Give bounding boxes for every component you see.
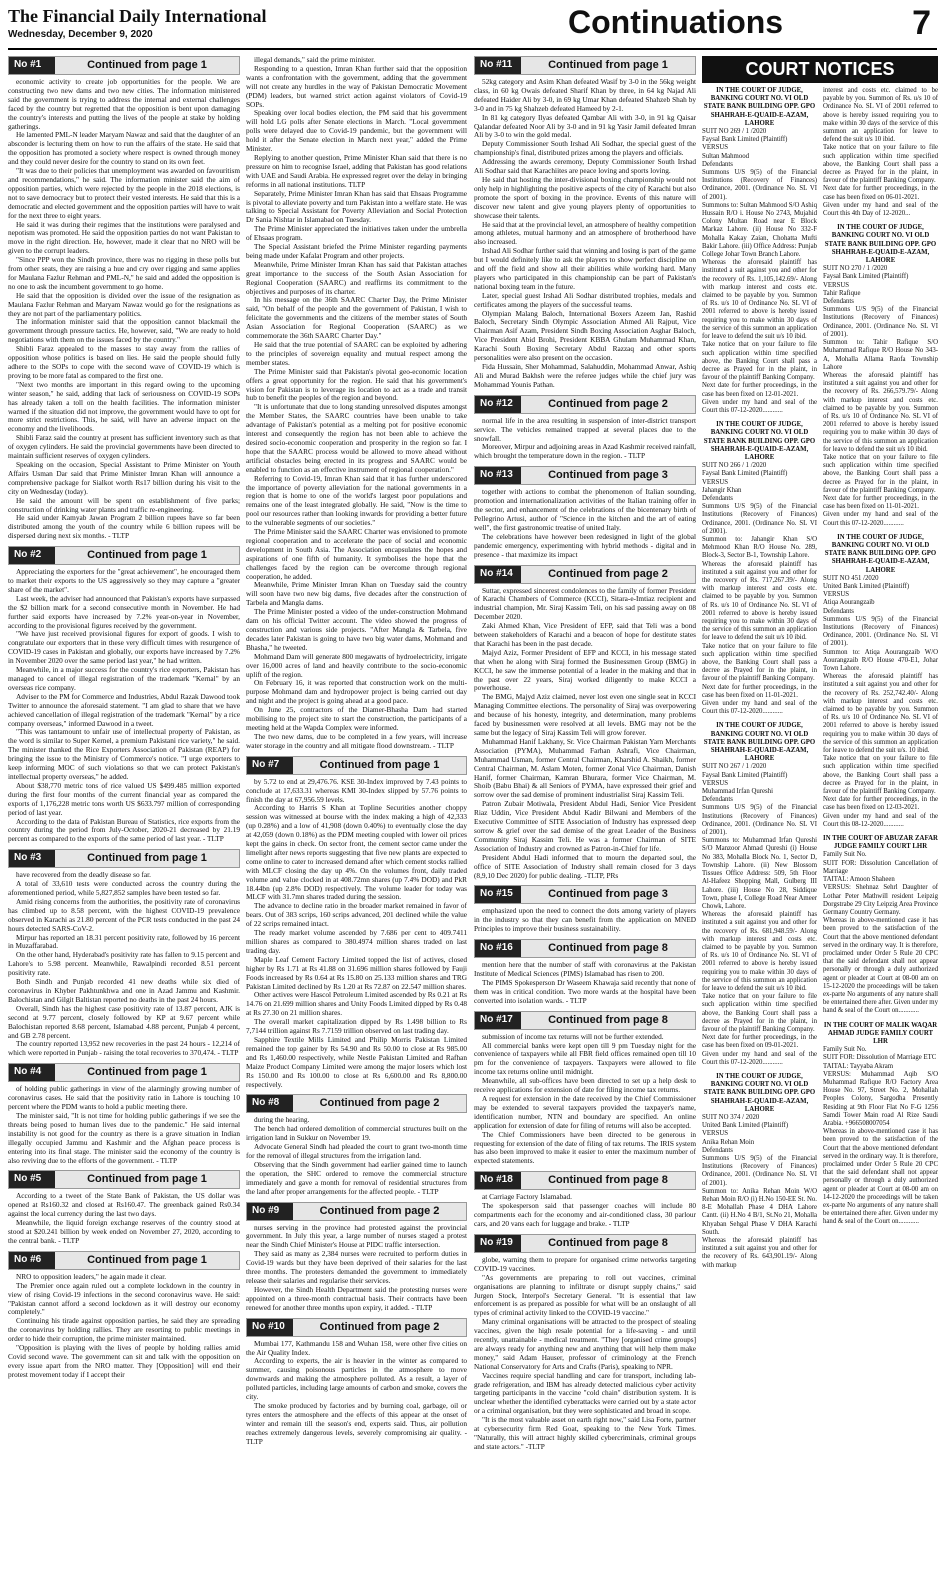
story-paragraph: Overall, Sindh has the highest case positivity rate of 13.87 percent, AJK is second at 9.77 percent, closely followed by KP at 9.67 percent while Balochistan reported 8.68 percent, Islamabad 4.88 percent, Punjab 4 percent, and GB 2.78 percent. bbox=[8, 1003, 240, 1040]
story-paragraph: "We have just received provisional figures for export of goods. I wish to congratulate our exporters that in these very difficult times with resurgence of COVID-19 cases in Pakistan and globally, our exports have increased by 7.2% in November 2020 over the same period last year," he had written. bbox=[8, 629, 240, 666]
notices-column-right bbox=[823, 87, 938, 1276]
story-body bbox=[246, 1224, 467, 1313]
story-paragraph: have recovered from the deadly disease so far. bbox=[16, 870, 151, 880]
story-paragraph: "It is unfortunate that due to long standing unresolved disputes amongst the Member States, the SAARC countries have been unable to take advantage of Pakistan's potential as a melting pot for positive economic interest and consequently the region has not been able to achieve the desired socio-economic cooperation and prosperity in the region so far. I hope that the SAARC process would be allowed to move ahead without artificial obstacles being erected in its progress and SAARC would be enabled to function as an effective instrument of regional cooperation." bbox=[246, 402, 467, 474]
story-paragraph: mention here that the number of staff with coronavirus at the Pakistan Institute of Medical Sciences (PIMS) Islamabad has risen to 200. bbox=[474, 960, 696, 979]
story-body bbox=[8, 78, 240, 541]
story-paragraph: A request for extension in the date received by the Chief Commissioner may be extended to several taxpayers provided the taxpayer's name, identification number, NTN and boundary are specified. An online application for extension of date for filing of returns will also be accepted. bbox=[474, 1094, 696, 1130]
story-paragraph: The PIMS Spokesperson Dr Waseem Khawaja said recently that none of them was in critical condition. Two more wards at the hospital have been converted into isolation wards. - TLTP bbox=[474, 977, 696, 1005]
story-paragraph: Other actives were Hascol Petroleum Limited ascended by Rs 0.21 at Rs 14.76 on 21.699 million shares and Unity Foods Limited dipped by Rs 0.48 at Rs 27.30 on 21 million shares. bbox=[246, 990, 467, 1018]
story-paragraph: On February 16, it was reported that construction work on the multi-purpose Mohmand dam and hydropower project is being carried out day and night and the project is going ahead at a good pace. bbox=[246, 678, 467, 706]
notice-heading: IN THE COURT OF MALIK WAQAR AHMAD JUDGE FAMILY COURT LHR bbox=[823, 1021, 938, 1045]
notice-body: SUIT NO 266 / 1 /2020 Faysal Bank Limited (Plaintiff) VERSUS Jahangir Khan Defendants Summons U/S 9(5) of the Financial Institutions (Recovery of Finances) Ordinance, 2001. (Ordinance No. SL VI of 2001). Summon to: Jahangir Khan S/O Mehmood Khan R/O House No. 289, Block-3, Sector B-1, Township Lahore. Whereas the aforesaid plaintiff has instituted a suit against you and other for the recovery of Rs. 717,267.39/- Along with markup interest and costs etc. claimed to be payable by you. Summon of Rs. u/s 10 of Ordinance No. SL VI of 2001 referred to above is hereby issued requiring you to make within 30 days of the service of this summon an application for leave to defend the suit u/s 10 ibid. Take notice that on your failure to file such application within time specified above, the Banking Court shall pass a decree as Prayed for in the plaint, in favour of the plaintiff Banking Company. Next date for further proceedings, in the case has been fixed on 11-01-2021. Given under my hand and seal of the Court this 07-12-2020............ bbox=[702, 462, 817, 716]
story-label: Continued from page 2 bbox=[548, 397, 668, 410]
story-paragraph: According to the data of Pakistan Bureau of Statistics, rice exports from the country during the period from July-October, 2020-21 decreased by 21.19 percent as compared to the exports of the same period of last year. - TLTP bbox=[8, 816, 240, 844]
story-header bbox=[246, 756, 467, 775]
story-number: No #8 bbox=[247, 1095, 293, 1112]
story-label: Continued from page 2 bbox=[319, 1204, 440, 1217]
story-paragraph: The Prime Minister appreciated the initiatives taken under the umbrella of Ehsaas program. bbox=[246, 224, 467, 243]
story-number: No #16 bbox=[475, 940, 521, 957]
story-paragraph: However, the Sindh Health Department said the protesting nurses were appointed on a three-month contractual basis. Their contracts have been renewed for another three months upon expiry, it added. - TLTP bbox=[246, 1284, 467, 1312]
story-paragraph: Fida Hussain, Sher Mohammad, Salahuddin, Mohammad Anwar, Ashiq Ali and Murad Bakhsh were the referee judges while the chief jury was Mohammad Younis Pathan. bbox=[474, 362, 696, 389]
publication-date: Wednesday, December 9, 2020 bbox=[8, 29, 153, 40]
story-label: Continued from page 1 bbox=[319, 758, 440, 771]
story-paragraph: The Chief Commissioners have been directed to be generous in requesting for extension of the date of filing of tax returns. The IRIS system has also been improved to make it easier to enter the maximum number of expected statements. bbox=[474, 1129, 696, 1166]
story-paragraph: On the other hand, Hyderabad's positivity rate has fallen to 9.15 percent and Lahore's to 5.98 percent. Meanwhile, Rawalpindi recorded 8.51 percent positivity rate. bbox=[8, 950, 240, 978]
story-paragraph: Irshad Ali Sodhar further said that winning and losing is part of the game but I would definitely like to ask the players to show perfect discipline on and off the field and show all their abilities while working hard. Many players who participated in this championship can be part of Pakistan's national boxing team in the future. bbox=[474, 246, 696, 291]
story bbox=[8, 546, 240, 844]
story-body bbox=[474, 961, 696, 1006]
story-paragraph: illegal demands," said the prime minister. bbox=[254, 56, 376, 64]
story-number: No #4 bbox=[9, 1064, 55, 1081]
story-paragraph: by 5.72 to end at 29,476.76. KSE 30-Index improved by 7.43 points to conclude at 17,633.31 whereas KMI 30-Index slipped by 57.76 points to finish the day at 67,956.59 levels. bbox=[246, 776, 467, 804]
story-body bbox=[474, 417, 696, 462]
story-label: Continued from page 2 bbox=[548, 567, 668, 580]
court-notice bbox=[702, 722, 817, 1067]
story-paragraph: Sapphire Textile Mills Limited and Philip Morris Pakistan Limited remained the top gainer by Rs 54.90 and Rs 50.00 to close at Rs 985.00 and Rs 1,460.00 respectively, while Nestle Pakistan Limited and Rafhan Maize Product Company Limited were among the major losers which lost Rs 150.00 and Rs 100.00 to close at Rs 6,600.00 and Rs 8,800.00 respectively. bbox=[246, 1034, 467, 1089]
story-header bbox=[246, 1202, 467, 1221]
story-paragraph: Replying to another question, Prime Minister Khan said that there is no pressure on him to recognise Israel, adding that Pakistan has good relations with UAE and Saudi Arabia. He expressed regret over the delay in bringing reforms in all national institutions. TLTP bbox=[246, 152, 467, 189]
story-number: No #5 bbox=[9, 1171, 55, 1188]
story-paragraph: Moreover, Mirpur and adjoining areas in Azad Kashmir received rainfall, which brought the temperature down in the region. - TLTP bbox=[474, 442, 696, 461]
story-paragraph: The celebrations have however been redesigned in light of the global pandemic emergency, experimenting with hybrid methods - digital and in presence - that maximize its impact bbox=[474, 531, 696, 559]
masthead bbox=[8, 4, 937, 50]
story-header bbox=[8, 56, 240, 75]
story-paragraph: According to experts, the air is heavier in the winter as compared to summer, causing poisonous particles in the atmosphere to move downwards and making the atmosphere polluted. As a result, a layer of polluted particles, including large amounts of carbon and smoke, covers the city. bbox=[246, 1356, 467, 1402]
story-label: Continued from page 1 bbox=[87, 1253, 207, 1266]
story bbox=[474, 395, 696, 462]
story-paragraph: In 81 kg category Ilyas defeated Qambar Ali with 3-0, in 91 kg Qaisar Qalandar defeated Noor Ali by 3-0 and in 91 kg Yasir Jamil defeated Imran Ali by 3-0 to win the gold medal. bbox=[474, 112, 696, 140]
notice-body: Family Suit No. SUIT FOR: Dissolution of Marriage ETC TAITAL: Tayyaba Akram VERSUS: Muhammad Aqib S/O Muhammad Rafique R/O Factory Area House No. 97, Street No. 2, Mohallah Peoples Colony, Sargodha Presently Residing at 9th Floor Flat No F-G 1256 Samdi Tower Main road Al Rize Saudi Arabia. +966508007054 Whereas in above-mentioned case it has been proved to the satisfaction of the Court that the above mentioned defendant served in the ordinary way. It is therefore, proclaimed under Order 5 Rule 20 CPC that the said defendant shall not appear personally or through a duly authorized agent or pleader at Court at 08-00 am on 14-12-2020 the proceedings will be taken ex-parte No arguments of any nature shall be entertained there after. Given under my hand & seal of the Court on............ bbox=[823, 1046, 938, 1226]
story-header bbox=[474, 1011, 696, 1030]
column-3 bbox=[474, 56, 696, 1584]
notices-column-left bbox=[702, 87, 817, 1276]
story-paragraph: "It was due to their policies that unemployment was awarded on favouritism and recommendations," he said. The information minister said the aim of opposition parties, which were rejected by the people in the 2018 elections, is not to save democracy but to protect their vested interests. He said that this is a democratic and elected government and the opposition parties will have to wait for the next three to eight years. bbox=[8, 166, 240, 220]
story-number: No #14 bbox=[475, 566, 521, 583]
story-body bbox=[246, 778, 467, 1090]
story bbox=[474, 1171, 696, 1229]
story-paragraph: Shibli Faraz appealed to the masses to stay away from the rallies of opposition whose politics is based on lies. He said the people should fully adhere to the SOPs to cope with the second wave of COVID-19 which is proving to be more fatal as compared to the first one. bbox=[8, 344, 240, 380]
story-paragraph: Appreciating the exporters for the "great achievement", he encouraged them to market their exports to the US aggressively so they may capture a "greater share of the market". bbox=[8, 567, 240, 594]
story-paragraph: of holding public gatherings in view of the alarmingly growing number of coronavirus cases. He said that the positivity ratio in Lahore is touching 10 percent where the PDM wants to hold a public meeting there. bbox=[8, 1084, 240, 1112]
story-paragraph: President Abdul Hadi informed that to mourn the departed soul, the office of SITE Association of Industry shall remain closed for 3 days (8,9,10 Dec 2020) for public dealing. -TLTP, PRs bbox=[474, 852, 696, 880]
story-paragraph: The Prime Minister said the SAARC Charter was envisioned to promote regional cooperation and to accelerate the pace of social and economic development in South Asia. The Association encapsulates the hopes and aspirations of one fifth of humanity. It symbolises the hope that the challenges faced by the region can be overcome through regional cooperation, he added. bbox=[246, 527, 467, 581]
story-paragraph: Mohmand Dam will generate 800 megawatts of hydroelectricity, irrigate over 16,000 acres of land and heavily contribute to the socio-economic uplift of the region. bbox=[246, 651, 467, 679]
story-label: Continued from page 1 bbox=[87, 1173, 207, 1186]
story-paragraph: Shibli Faraz said the country at present has sufficient inventory such as that of oxygen cylinders. He said the provincial governments have been directed to maintain sufficient reserves of oxygen cylinders. bbox=[8, 433, 240, 461]
story-paragraph: submission of income tax returns will not be further extended. bbox=[482, 1031, 664, 1041]
story-paragraph: The advance to decline ratio in the broader market remained in favor of bears. Out of 383 scrips, 160 scrips advanced, 201 declined while the value of 22 scrips remained intact. bbox=[246, 901, 467, 929]
story-paragraph: Zaki Ahmed Khan, Vice President of EFP, said that Teli was a bond between stakeholders of Karachi and a beacon of hope for destitute states that Karachi has been in the past decade. bbox=[474, 621, 696, 648]
story-paragraph: Mirpur has reported an 18.31 percent positivity rate, followed by 16 percent in Muzaffarabad. bbox=[8, 932, 240, 951]
story-paragraph: A total of 33,610 tests were conducted across the country during the aforementioned period, while 5,827,852 samples have been tested so far. bbox=[8, 879, 240, 898]
column-2 bbox=[246, 56, 467, 1584]
story bbox=[474, 56, 696, 390]
story-paragraph: Speaking over local bodies election, the PM said that his government will hold LG polls after Senate elections in March. "Local government polls were delayed due to Covid-19 pandemic, but the government will hold it after the Senate election in March next year," added the Prime Minister. bbox=[246, 108, 467, 154]
story bbox=[246, 1318, 467, 1447]
story-header bbox=[8, 1170, 240, 1189]
story-paragraph: The spokesperson said that passenger coaches will include 80 compartments each for the economy and air-conditioned class, 30 parlour cars, and 20 vans each for luggage and brake. - TLTP bbox=[474, 1201, 696, 1228]
story-paragraph: He said it was during their regimes that the institutions were paralysed and nepotism was promoted. He said the opposition parties do not want Pakistan to move in the right direction. He, however, made it clear that no NRO will be given to the corrupt leaders. bbox=[8, 219, 240, 256]
story-header bbox=[8, 1063, 240, 1082]
story-paragraph: emphasized upon the need to connect the dots among variety of players in the industry so that they can benefit from the application on MNED Principles to improve their business sustainability. bbox=[474, 906, 696, 934]
court-notices-section bbox=[702, 56, 938, 1584]
story-paragraph: They said as many as 2,384 nurses were recruited to perform duties in Covid-19 wards but they have been deprived of their salaries for the last three months. The protesters demanded the government to immediately release their salaries and regularise their services. bbox=[246, 1249, 467, 1285]
story-paragraph: Referring to Covid-19, Imran Khan said that it has further underscored the importance of poverty alleviation for the national governments in a region that is home to one of the world's largest poor populations and remains one of the least integrated globally. He said, "Now is the time to pool our resources rather than looking inwards for providing a better future to the vulnerable segments of our societies." bbox=[246, 473, 467, 528]
story-number: No #6 bbox=[9, 1252, 55, 1269]
story-paragraph: "Since PPP won the Sindh province, there was no rigging in these polls but from other seats, they are raising a hue and cry over rigging and same applies for Maulana Fazlur Rehman and PML-N," he said and added the opposition is no one to ask the incumbent government to go home. bbox=[8, 255, 240, 291]
story-label: Continued from page 2 bbox=[319, 1320, 440, 1333]
story-number: No #3 bbox=[9, 850, 55, 867]
story-body bbox=[8, 871, 240, 1058]
story-number: No #15 bbox=[475, 886, 521, 903]
story-paragraph: All commercial banks were kept open till 9 pm Tuesday night for the convenience of taxpayers while all FBR field offices remained open till 10 pm for the convenience of taxpayers. Taxpayers were allowed to file income tax returns online until midnight. bbox=[474, 1040, 696, 1077]
story-header bbox=[8, 849, 240, 868]
story-paragraph: Many criminal organisations will be attracted to the prospect of stealing vaccines, given the high resale potential for a life-saving - and until recently, unattainable - medical treatment. "They [organised crime groups] are always ready for anything new and anything that will help them make money," said Adam Hauser, professor of criminology at the French National Conservatory for Arts and Crafts (Paris), speaking to NPR. bbox=[474, 1317, 696, 1371]
story-paragraph: He said that the opposition is divided over the issue of the resignation as Maulana Fazlur Rehman and Maryam Nawaz would go for the resignations as they are not part of the parliamentary politics. bbox=[8, 290, 240, 318]
story-paragraph: The Prime Minister posted a video of the under-construction Mohmand dam on his official Twitter account. The video showed the progress of construction and various side projects. "After Mangla & Tarbela, five decades later Pakistan is going to have two big water dams, Mohmand and Bhasha," he tweeted. bbox=[246, 607, 467, 652]
story-header bbox=[474, 466, 696, 485]
notice-heading: IN THE COURT OF JUDGE, BANKING COURT NO. VI OLD STATE BANK BUILDING OPP. GPO SHAHRAH-E-QUAID-E-AZAM, LAHORE bbox=[703, 421, 816, 461]
story-number: No #1 bbox=[9, 57, 55, 74]
story-label: Continued from page 8 bbox=[548, 1236, 668, 1249]
court-notices-banner: COURT NOTICES bbox=[702, 56, 938, 83]
story-paragraph: Meanwhile, Prime Minister Imran Khan on Tuesday said the country will soon have two new big dams, five decades after the construction of Tarbela and Mangla dams. bbox=[246, 580, 467, 608]
story-paragraph: Meanwhile, in a major success for the country's rice exporters, Pakistan has managed to cancel of illegal registration of the trademark "Kernal" by an overseas rice company. bbox=[8, 665, 240, 692]
notice-body: SUIT NO 270 / 1 /2020 Faysal Bank Limited (Plaintiff) VERSUS Tahir Rafique Defendants Summons U/S 9(5) of the Financial Institutions (Recovery of Finances) Ordinance, 2001. (Ordinance No. SL VI of 2001). Summon to: Tahir Rafique S/O Muhammad Rafique R/O House No 343-A, Mohalla Allama Raofa Township Lahore Whereas the aforesaid plaintiff has instituted a suit against you and other for the recovery of Rs. 266,579.79/- Along with markup interest and costs etc. claimed to be payable by you. Summon of Rs. u/s 10 of Ordinance No. SL VI of 2001 referred to above is hereby issued requiring you to make within 30 days of the service of this summon an application for leave to defend the suit u/s 10 ibid. Take notice that on your failure to file such application within time specified above, the Banking Court shall pass a decree as Prayed for in the plaint, in favour of the plaintiff Banking Company. Next date for further proceedings, in the case has been fixed on 11-01-2021. Given under my hand and seal of the Court this 07-12-2020............ bbox=[823, 265, 938, 527]
story-body bbox=[8, 1273, 240, 1380]
story-paragraph: The country reported 13,952 new recoveries in the past 24 hours - 12,214 of which were reported in Punjab - raising the total recoveries to 370,474. - TLTP bbox=[8, 1039, 240, 1058]
story-paragraph: According to Harris S Khan at Topline Securities another choppy session was witnessed at bourse with the index making a high of 42,333 (up 0.28%) and a low of 41,908 (down 0.40%) to eventually close the day at 42,059 (down 0.18%) as the PDM meeting coupled with lower oil prices kept the gains in check. On sector front, the cement sector came under the limelight after news reports suggesting that five new plants are expected to come online to cater to increased demand after which cement stocks rallied with MLCF closing the day up 4%. On the volumes front, daily traded volume and value clocked in at 408.72mn shares (up 7.4% DOD) and PkR 18.44bn (up 2.8% DOD) respectively. The volume leader for today was MLCF with 31.7mn shares traded during the session. bbox=[246, 803, 467, 902]
story-body bbox=[246, 1340, 467, 1447]
story-paragraph: Addressing the awards ceremony, Deputy Commissioner South Irshad Ali Sodhar said that Karachiites are peace loving and sports loving. bbox=[474, 157, 696, 176]
story-paragraph: normal life in the area resulting in suspension of inter-district transport service. The vehicles remained trapped at several places due to the snowfall. bbox=[474, 415, 696, 443]
story bbox=[246, 1094, 467, 1196]
story-paragraph: Olympian Malang Baloch, International Boxers Azeem Jan, Rashid Baloch, Secretary Sindh Olympic Association Ahmed Ali Rajput, Vice Chairman Asif Azam, President Sindh Boxing Association Asghar Baloch, Vice President Abid Brohi, President KBBA Ghulam Muhammad Khan, Karachi South Boxing Secretary Abdul Razzaq and other sports personalities were also present on the occasion. bbox=[474, 308, 696, 363]
story-body bbox=[474, 78, 696, 390]
story-number: No #18 bbox=[475, 1172, 521, 1189]
story-paragraph: 52kg category and Asim Khan defeated Wasif by 3-0 in the 56kg weight class, in 60 kg Owais defeated Sharif Khan by three, in 64 kg Najad Ali defeated Haider Ali by 3-0, in 69 kg Umar Khan defeated Shahzeb Shah by 3-0 and in 75 kg Shahzeb defeated Hameed by 2-1. bbox=[474, 77, 696, 113]
story-paragraph: together with actions to combat the phenomenon of Italian sounding, promotion and internationalization activities of the Italian training offer in the sector, and enhancement of the celebrations of the bicentenary birth of Pellegrino Artusi, author of "Science in the kitchen and the art of eating well", the first gastronomic treatise of united Italy. bbox=[474, 487, 696, 532]
story-paragraph: Meanwhile, the liquid foreign exchange reserves of the country stood at stood at $20.241 billion by week ended on November 27, 2020, according to the central bank. - TLTP bbox=[8, 1218, 240, 1245]
story-paragraph: About $38,770 metric tons of rice valued US $499.485 million exported during the first four months of the current financial year as compared the exports of 1,176,228 metric tons worth US $633.797 million of corresponding period of last year. bbox=[8, 780, 240, 817]
court-notice bbox=[823, 224, 938, 528]
story-paragraph: Separately, Prime Minister Imran Khan has said that Ehsaas Programme is pivotal to alleviate poverty and turn Pakistan into a welfare state. He was talking to Special Assistant for Poverty Alleviation and Social Protection Dr Sania Nishtar in Islamabad on Tuesday. bbox=[246, 188, 467, 225]
story-header bbox=[474, 56, 696, 75]
story-body bbox=[8, 568, 240, 844]
story bbox=[8, 1170, 240, 1245]
notice-heading: IN THE COURT OF JUDGE, BANKING COURT NO. VI OLD STATE BANK BUILDING OPP. GPO SHAHRAH-E-QUAID-E-AZAM, LAHORE bbox=[824, 533, 937, 574]
notice-heading: IN THE COURT OF JUDGE, BANKING COURT NO. VI OLD STATE BANK BUILDING OPP. GPO SHAHRAH-E-QUAID-E-AZAM, LAHORE bbox=[703, 1072, 816, 1113]
story-paragraph: He lamented PML-N leader Maryam Nawaz and said that the daughter of an absconder is lecturing them on how to run the affairs of the state. He said that the opposition has promoted a society where respect is owned through money and they could never desire for the country to stand on its own feet. bbox=[8, 130, 240, 167]
story-paragraph: He said that at the provincial level, an atmosphere of healthy competition among athletes, mutual harmony and an atmosphere of brotherhood have also increased. bbox=[474, 219, 696, 247]
story-paragraph: Later, special guest Irshad Ali Sodhar distributed trophies, medals and certificates among the players of the successful teams. bbox=[474, 290, 696, 309]
story-body bbox=[474, 907, 696, 934]
story-paragraph: The information minister said that the opposition cannot blackmail the government through pressure tactics. He, however, said, "We are ready to hold negotiations with them on the issues faced by the country." bbox=[8, 317, 240, 345]
story-number: No #2 bbox=[9, 547, 55, 564]
story-number: No #11 bbox=[475, 57, 521, 74]
story bbox=[246, 1202, 467, 1313]
story-paragraph: The Prime Minister said that Pakistan's pivotal geo-economic location offers a great opportunity for the region. He said that his government's vision for Pakistan is to leverage its location to act as a trade and transit hub to benefit the peoples of the region and beyond. bbox=[246, 366, 467, 403]
story-paragraph: On June 25, contractors of the Diamer-Bhasha Dam had started mobilising to the project site to start the construction, the participants of a meeting held at the Wapda Complex were informed. bbox=[246, 705, 467, 732]
story-paragraph: nurses serving in the province had protested against the provincial government. In July this year, a large number of nurses staged a protest near the Sindh Chief Minister's House at PIDC traffic intersection. bbox=[246, 1222, 467, 1250]
story-paragraph: The BMG, Majyd Aziz claimed, never lost even one single seat in KCCI Managing Committee elections. The personality of Siraj was overpowering and because of his honesty, integrity, and determination, many problems faced by businessmen were resolved at all levels. BMG may not be the same but the legacy of Siraj Kassim Teli will grow forever. bbox=[474, 692, 696, 737]
notice-heading: IN THE COURT OF ABUZAR ZAFAR JUDGE FAMILY COURT LHR bbox=[823, 835, 938, 851]
story-body bbox=[474, 1256, 696, 1452]
story-paragraph: According to a tweet of the State Bank of Pakistan, the US dollar was opened at Rs160.32 and closed at Rs160.47. The greenback gained Rs0.34 against the local currency during the last two days. bbox=[8, 1191, 240, 1219]
story-paragraph: NRO to opposition leaders," he again made it clear. bbox=[16, 1271, 167, 1281]
story-paragraph: Responding to a question, Imran Khan further said that the opposition wants a confrontation with the government, adding that the government will not create any hurdles in the way of Pakistan Democratic Movement (PDM) leaders, but warned strict action against violators of Covid-19 SOPs. bbox=[246, 63, 467, 109]
court-notice bbox=[823, 835, 938, 1015]
story-paragraph: economic activity to create job opportunities for the people. We are constructing two new dams and two new cities. The information ministered said the government is trying to address the internal and external challenges faced by the country but regretted that the opposition is bent upon damaging the country's interests and putting the lives of the people at stake by holding gatherings. bbox=[8, 77, 240, 131]
story-paragraph: Amid rising concerns from the authorities, the positivity rate of coronavirus has climbed up to 8.58 percent, with the highest COVID-19 prevalence observed in Karachi as 21.80 percent of the PCR tests conducted in the past 24 hours detected SARS-CoV-2. bbox=[8, 896, 240, 933]
story-paragraph: Both Sindh and Punjab recorded 41 new deaths while six died of coronavirus in Khyber Pakhtunkhwa and one in Azad Jammu and Kashmir. Balochistan and Gilgit Baltistan reported no deaths in the past 24 hours. bbox=[8, 977, 240, 1004]
story-paragraph: He said under Kamyab Jawan Program 2 billion rupees have so far been distributed among the youth of the country while 6 billion rupees will be dispersed during next six months. - TLTP bbox=[8, 513, 240, 541]
story-body bbox=[474, 488, 696, 559]
story-header bbox=[474, 939, 696, 958]
story-number: No #12 bbox=[475, 396, 521, 413]
story bbox=[474, 565, 696, 881]
story-label: Continued from page 1 bbox=[87, 1066, 207, 1079]
story bbox=[8, 1063, 240, 1165]
story-header bbox=[474, 395, 696, 414]
notice-body: SUIT NO 451 /2020 United Bank Limited (Plaintiff) VERSUS Atiqa Aourangzaib Defendants Summons U/S 9(5) of the Financial Institutions (Recovery of Finances) Ordinance, 2001. (Ordinance No. SL VI of 2001). Summon to: Atiqa Aourangzaib W/O Aourangzaib R/O House 470-E1, Johar Town Lahore. Whereas the aforesaid plaintiff has instituted a suit against you and other for the recovery of Rs. 252,742.40/- Along with markup interest and costs etc. claimed to be payable by you. Summon of Rs. u/s 10 of Ordinance No. SL VI of 2001 referred to above is hereby issued requiring you to make within 30 days of the service of this summon an application for leave to defend the suit u/s. 10 ibid. Take notice that on your failure to file such application within time specified above, the Banking Court shall pass a decree as Prayed for in the plaint, in favour of the plaintiff Banking Company. Next date for further proceedings, in the case has been fixed on 12-03-2021. Given under my hand and seal of the Court this 08-12-2020............ bbox=[823, 574, 938, 828]
column-1 bbox=[8, 56, 240, 1584]
story-number: No #9 bbox=[247, 1203, 293, 1220]
notice-heading: IN THE COURT OF JUDGE, BANKING COURT NO. VI OLD STATE BANK BUILDING OPP. GPO SHAHRAH-E-QUAID-E-AZAM, LAHORE bbox=[824, 224, 937, 265]
story-paragraph: "Next two months are important in this regard owing to the upcoming winter season," he said, adding that lack of seriousness on COVID-19 SOPs has already taken a toll on the health facilities. The information minister warned if the situation did not improve, the government would have to opt for more strict restrictions. This, he said, will have an adverse impact on the economy and the livelihoods. bbox=[8, 379, 240, 434]
court-notice bbox=[823, 87, 938, 218]
story-body bbox=[474, 1033, 696, 1167]
story-body bbox=[246, 56, 467, 751]
notice-heading: IN THE COURT OF JUDGE, BANKING COURT NO. VI OLD STATE BANK BUILDING OPP. GPO SHAHRAH-E-QUAID-E-AZAM, LAHORE bbox=[703, 722, 816, 763]
story-paragraph: The smoke produced by factories and by burning coal, garbage, oil or tyres enters the atmosphere and the effects of this appear at the onset of winter and remain till the season's end, experts said. Thus, air pollution reaches extremely dangerous levels, severely compromising air quality. - TLTP bbox=[246, 1400, 467, 1446]
story-header bbox=[474, 565, 696, 584]
notice-heading: IN THE COURT OF JUDGE, BANKING COURT NO. VI OLD STATE BANK BUILDING OPP. GPO SHAHRAH-E-QUAID-E-AZAM, LAHORE bbox=[703, 87, 816, 127]
story-paragraph: during the hearing. bbox=[254, 1115, 310, 1125]
story-paragraph: at Carriage Factory Islamabad. bbox=[482, 1192, 572, 1202]
story-label: Continued from page 1 bbox=[87, 549, 207, 562]
notice-body: SUIT NO 267 / 1 /2020 Faysal Bank Limited (Plaintiff) VERSUS Muhammad Irfan Qureshi Defendants Summons U/S 9(5) of the Financial Institutions (Recovery of Finances) Ordinance, 2001. (Ordinance No. SL VI of 2001). Summons to: Muhammad Irfan Qureshi S/O Manzoor Ahmad Qureshi (i) House No 383, Mohalla Block No. 1, Sector D, Township Lahore. (ii) New Blossom Tissues Office Address: 509, 5th Floor Al-Hafeez Shopping Mall, Gulberg III Lahore. (iii) House No 28, Siddique Town, phase I, College Road Near Ameer Chowk, Lahore. Whereas the aforesaid plaintiff has instituted a suit against you and other for the recovery of Rs. 681,948.59/- Along with markup interest and costs etc. claimed to be payable by you. Summon of Rs. u/s 10 of Ordinance No. SL VI of 2001 referred to above is hereby issued requiring you to make within 30 days of the service of this summon an application for leave to defend the suit u/s 10 ibid. Take notice that on your failure to file such application within time specified above, the Banking Court shall pass a decree as Prayed for in the plaint, in favour of the plaintiff Banking Company. Next date for further proceedings, in the case has been fixed on 09-01-2021. Given under my hand and seal of the Court this 07-12-2020............ bbox=[702, 763, 817, 1066]
court-notice bbox=[702, 1073, 817, 1270]
story-label: Continued from page 1 bbox=[87, 852, 207, 865]
story-paragraph: Continuing his tirade against opposition parties, he said they are spreading the coronavirus by holding rallies. They are resorting to public meetings in order to hide their corruption, the prime minister maintained. bbox=[8, 1316, 240, 1344]
story-body bbox=[474, 587, 696, 881]
story-paragraph: globe, warning them to prepare for organised crime networks targeting COVID-19 vaccines. bbox=[474, 1254, 696, 1273]
page-number: 7 bbox=[912, 4, 931, 42]
notice-body: SUIT NO 374 / 2020 United Bank Limited (Plaintiff) VERSUS Anika Rehan Moin Defendants Summons U/S 9(5) of the Financial Institutions (Recovery of Finances) Ordinance, 2001. (Ordinance No. SL VI of 2001). Summon to: Anika Rehan Moin W/O Rehan Moin R/O (i) H.No 150-EE St. No. 8-E Mohallah Phase 4 DHA Lahore Cantt. (ii) H.No 4 B/1, St.No 21, Mohalla Khyaban Sehgal Phase V DHA Karachi South. Whereas the aforesaid plaintiff has instituted a suit against you and other for the recovery of Rs. 643,901.19/- Along with markup bbox=[702, 1113, 817, 1269]
story-header bbox=[246, 1094, 467, 1113]
section-title: Continuations bbox=[568, 4, 784, 40]
story bbox=[8, 849, 240, 1058]
story-paragraph: Deputy Commissioner South Irshad Ali Sodhar, the special guest of the championship's final, distributed prizes among the players and officials. bbox=[474, 139, 696, 158]
court-notice bbox=[823, 1022, 938, 1227]
story-header bbox=[8, 546, 240, 565]
story-paragraph: Meanwhile, Prime Minister Imran Khan has said that Pakistan attaches great importance to the success of the South Asian Association for Regional Cooperation (SAARC) and reaffirms its commitment to the objectives and purposes of its charter. bbox=[246, 259, 467, 296]
paper-name: The Financial Daily International bbox=[8, 6, 267, 26]
story-paragraph: "Opposition is playing with the lives of people by holding rallies amid Covid second wave. The government can sit and talk with the opposition on every issue apart from the NRO matter. They [Opposition] will end their protest movement today if I accept their bbox=[8, 1343, 240, 1379]
story-paragraph: The bench had ordered demolition of commercial structures built on the irrigation land in Sukkur on November 19. bbox=[246, 1124, 467, 1143]
story-paragraph: Last week, the adviser had announced that Pakistan's exports have surpassed the $2 billion mark for a second consecutive month in November. He had further said exports have increased by 7.2% year-on-year in November, according to the provisional figures received by the government. bbox=[8, 593, 240, 630]
story-label: Continued from page 3 bbox=[548, 888, 668, 901]
story-paragraph: The Special Assistant briefed the Prime Minister regarding payments being made under Kafalat Program and other projects. bbox=[246, 242, 467, 260]
story-paragraph: Vaccines require special handling and care for transport, including lab-grade refrigeration, and IBM has already detected malicious cyber activity targeting participants in the vaccine "cold chain" distribution system. It is unclear whether the identified cyberattacks were carried out by a state actor or a criminal organisation, but they were sophisticated and broad in scope. bbox=[474, 1370, 696, 1416]
story-paragraph: Observing that the Sindh government had earlier gained time to launch the operation, the SHC ordered to remove the commercial structure immediately and gave a month for removal of residential structures from the land after proper arrangements for the affected people. - TLTP bbox=[246, 1159, 467, 1196]
story-paragraph: "This was tantamount to unfair use of intellectual property of Pakistan, as the word is similar to Super Kernel, a premium Pakistani rice variety," he said. The minister thanked the Rice Exporters Association of Pakistan (REAP) for bringing the issue to the Ministry of Commerce's notice. "I urge exporters to keep informing MOC of such violations so that we can protect Pakistan's intellectual property overseas," he added. bbox=[8, 727, 240, 781]
story-number: No #13 bbox=[475, 467, 521, 484]
story-paragraph: "It is the most valuable asset on earth right now," said Lisa Forte, partner at cybersecurity firm Red Goat, speaking to the New York Times. "Naturally, this will attract highly skilled cybercriminals, criminal groups and state actors." -TLTP bbox=[474, 1415, 696, 1451]
story-paragraph: "As governments are preparing to roll out vaccines, criminal organisations are planning to infiltrate or disrupt supply chains," said Jurgen Stock, Interpol's Secretary General. "It is essential that law enforcement is as prepared as possible for what will be an onslaught of all types of criminal activity linked to the COVID-19 vaccine." bbox=[474, 1272, 696, 1318]
story-paragraph: Maple Leaf Cement Factory Limited topped the list of actives, closed higher by Rs 1.71 at Rs 41.88 on 31.696 million shares followed by Fauji Foods increased by Rs 0.64 at Rs 15.80 on 25.133 million shares and TRG Pakistan Limited declined by Rs 1.20 at Rs 72.87 on 22.547 million shares. bbox=[246, 954, 467, 991]
story-body bbox=[8, 1085, 240, 1165]
notice-body: interest and costs etc. claimed to be payable by you. Summon of Rs. u/s 10 of Ordinance No. SL VI of 2001 referred to above is hereby issued requiring you to make within 30 days of the service of this summon an application for leave to defend the suit u/s 10 ibid. Take notice that on your failure to file such application within time specified above, the Banking Court shall pass a decree as Prayed for in the plaint, in favour of the plaintiff Banking Company. Next date for further proceedings, in the case has been fixed on 06-01-2021. Given under my hand and seal of the Court this 4th Day of 12-2020... bbox=[823, 87, 938, 218]
story-paragraph: Majyd Aziz, Former President of EFP and KCCI, in his message stated that when he along with Siraj formed the Businessmen Group (BMG) in KCCI, he saw the immense potential of a leader in the making and that in the past over 22 years, Siraj worked diligently to make KCCI a powerhouse. bbox=[474, 647, 696, 693]
story-paragraph: The minister said, "It is not time for holding public gatherings if we see the threats being posed to human lives due to the pandemic." He said internal instability is not good for the country as there is a grave situation in Indian illegally occupied Jammu and Kashmir and the Afghan peace process is entering into its final stage. The minister said the economy of the country is also reviving due to the efforts of the government. - TLTP bbox=[8, 1110, 240, 1165]
story-number: No #17 bbox=[475, 1012, 521, 1029]
story-number: No #19 bbox=[475, 1235, 521, 1252]
story-label: Continued from page 1 bbox=[87, 59, 207, 71]
story bbox=[474, 466, 696, 559]
story-paragraph: He said that hosting the inter-divisional boxing championship would not only help in highlighting the positive aspects of the city of Karachi but also promote the sport of boxing in the province. Events of this nature will discover new talent and give young players plenty of opportunities to showcase their talents. bbox=[474, 174, 696, 220]
story-body bbox=[246, 1116, 467, 1196]
story-paragraph: He said the amount will be spent on establishment of five parks; construction of drinking water plants and traffic re-engineering. bbox=[8, 495, 240, 514]
story bbox=[474, 1234, 696, 1452]
story-label: Continued from page 3 bbox=[548, 469, 668, 482]
court-notice bbox=[702, 87, 817, 415]
notice-body: SUIT NO 269 / 1 /2020 Faysal Bank Limited (Plaintiff) VERSUS Sultan Mahmood Defendants Summons U/S 9(5) of the Financial Institutions (Recovery of Finances) Ordinance, 2001. (Ordinance No. SL VI of 2001). Summons to: Sultan Mahmood S/O Ashiq Hussain R/O i. House No 2743, Mujahid Colony Multan Road near E Block Markaz Lahore. (ii) House No 332-F Mohalla Kakay Zaian, Chohatta Mufti Bakir Lahore. (iii) Office Address: Punjab College Johar Town Branch Lahore. Whereas the aforesaid plaintiff has instituted a suit against you and other for the recovery of Rs. 1,105,142.69/- Along with markup interest and costs etc. claimed to be payable by you. Summon of Rs. u/s 10 of Ordinance No. SL VI of 2001 referred to above is hereby issued requiring you to make within 30 days of the service of this summon an application for leave to defend the suit u/s 10 ibid. Take notice that on your failure to file such application within time specified above, the Banking Court shall pass a decree as Prayed for in the plaint, in favour of the plaintiff Banking Company. Next date for further proceedings, in the case has been fixed on 12-01-2021. Given under my hand and seal of the Court this 07-12-2020............ bbox=[702, 128, 817, 414]
story bbox=[8, 56, 240, 541]
masthead-left bbox=[8, 6, 267, 40]
story bbox=[246, 56, 467, 751]
story-header bbox=[474, 885, 696, 904]
story bbox=[246, 756, 467, 1090]
story-paragraph: Meanwhile, all sub-offices have been directed to set up a help desk to receive applications for extension of date for filing income tax returns. bbox=[474, 1076, 696, 1095]
story-paragraph: Muhammad Hanif Lakhany, Sr. Vice Chairman Pakistan Yarn Merchants Association (PYMA), Muhammad Farhan Ashrafi, Vice Chairman, Muhammad Usman, former Central Chairman, Kharshid A. Shaikh, former Central Chairman, M. Aslam Moten, former Zonal Vice Chairman, Danish Hanif, former Chairman, Kamran Bhurara, former Vice Chairman, M. Shoib (Babu Bhai) & all Seniors of PYMA, have expressed their grief and sorrow over the sad demise of prominent industrialist Siraj Kassim Teli. bbox=[474, 736, 696, 800]
story-label: Continued from page 2 bbox=[319, 1097, 440, 1110]
notice-body: Family Suit No. SUIT FOR: Dissolution Cancellation of Marriage TAITAL: Amoon Shaheen VERSUS: Shehnaz Sehrl Daughter of Lothar Peter Mathwill resident Leipzig Dorgstrabe 29 City Leipzig Area Province Germany Country Germany. Whereas in above-mentioned case it has been proved to the satisfaction of the Court that the above mentioned defendant served in the ordinary way. It is therefore, proclaimed under Order 5 Rule 20 CPC that the said defendant shall not appear personally or through a duly authorized agent or pleader at Court at 08-00 am on 15-12-2020 the proceedings will be taken ex-parte No arguments of any nature shall be entertained there after. Given under my hand & seal of the Court on............ bbox=[823, 851, 938, 1015]
story-paragraph: The ready market volume ascended by 7.686 per cent to 409.7411 million shares as compared to 380.4974 million shares traded on last trading day. bbox=[246, 928, 467, 955]
court-notice bbox=[702, 421, 817, 716]
story-number: No #10 bbox=[247, 1319, 293, 1336]
story-paragraph: In his message on the 36th SAARC Charter Day, the Prime Minister said, "On behalf of the people and the government of Pakistan, I wish to felicitate the governments and the citizens of the member states of South Asian Association for Regional Cooperation (SAARC) as we commemorate the 36th SAARC Charter Day." bbox=[246, 295, 467, 341]
story-paragraph: Advocate General Sindh had pleaded the court to grant two-month time for the removal of illegal structures from the irrigation land. bbox=[246, 1142, 467, 1161]
story-header bbox=[474, 1171, 696, 1190]
court-notice bbox=[823, 534, 938, 829]
story-body bbox=[8, 1192, 240, 1245]
story-paragraph: Adviser to the PM for Commerce and Industries, Abdul Razak Dawood took Twitter to announce the aforesaid statement. "I am glad to share that we have achieved cancellation of illegal registration of the trademark "Kernal" by a rice company overseas," informed Dawood in a tweet. bbox=[8, 691, 240, 728]
story-number: No #7 bbox=[247, 757, 293, 774]
story-header bbox=[474, 1234, 696, 1253]
story-paragraph: He said that the true potential of SAARC can be exploited by adhering to the principles of sovereign equality and mutual respect among the member states. bbox=[246, 340, 467, 367]
story-paragraph: Speaking on the occasion, Special Assistant to Prime Minister on Youth Affairs Usman Dar said that Prime Minister Imran Khan will announce a comprehensive package for Sialkot worth Rs17 billion during his visit to the city on Wednesday (today). bbox=[8, 459, 240, 496]
story-label: Continued from page 1 bbox=[548, 59, 668, 71]
story-paragraph: Suttar, expressed sincerest condolences to the family of former President of Karachi Chambers of Commerce (KCCI), Sitara-e-Imtiaz recipient and industrial champion, Mr. Siraj Kassim Teli, on his sad passing away on 08 December 2020. bbox=[474, 585, 696, 622]
story bbox=[474, 939, 696, 1006]
story-paragraph: Patron Zubair Motiwala, President Abdul Hadi, Senior Vice President Riaz Uddin, Vice President Abdul Kadir Bilwani and Members of the Executive Committee of SITE Association of Industry has expressed deep sorrow & grief over the sad demise of the great Leader of the Business Community Siraj Kassim Teli. He was a former Chairman of SITE Association of Industry and crowned as Patron-in-Chief for life. bbox=[474, 799, 696, 853]
story-paragraph: The two new dams, due to be completed in a few years, will increase water storage in the country and all mitigate flood downstream. - TLTP bbox=[246, 731, 467, 750]
story-header bbox=[8, 1251, 240, 1270]
story bbox=[474, 1011, 696, 1167]
story bbox=[8, 1251, 240, 1380]
story-paragraph: The overall market capitalization dipped by Rs 1.498 billion to Rs 7,7144 trillion against Rs 7.7159 trillion observed on last trading day. bbox=[246, 1017, 467, 1036]
story-label: Continued from page 8 bbox=[548, 942, 668, 955]
story-paragraph: The Premier once again ruled out a complete lockdown in the country in view of rising Covid-19 infections in the second coronavirus wave. He said: "Pakistan cannot afford a second lockdown as it will destroy our economy completely." bbox=[8, 1280, 240, 1317]
story bbox=[474, 885, 696, 934]
story-label: Continued from page 8 bbox=[548, 1174, 668, 1187]
story-body bbox=[474, 1193, 696, 1229]
story-label: Continued from page 8 bbox=[548, 1013, 668, 1026]
story-paragraph: Mumbai 177, Kathmandu 158 and Wuhan 158, were other five cities on the Air Quality Index. bbox=[246, 1338, 467, 1357]
story-header bbox=[246, 1318, 467, 1337]
